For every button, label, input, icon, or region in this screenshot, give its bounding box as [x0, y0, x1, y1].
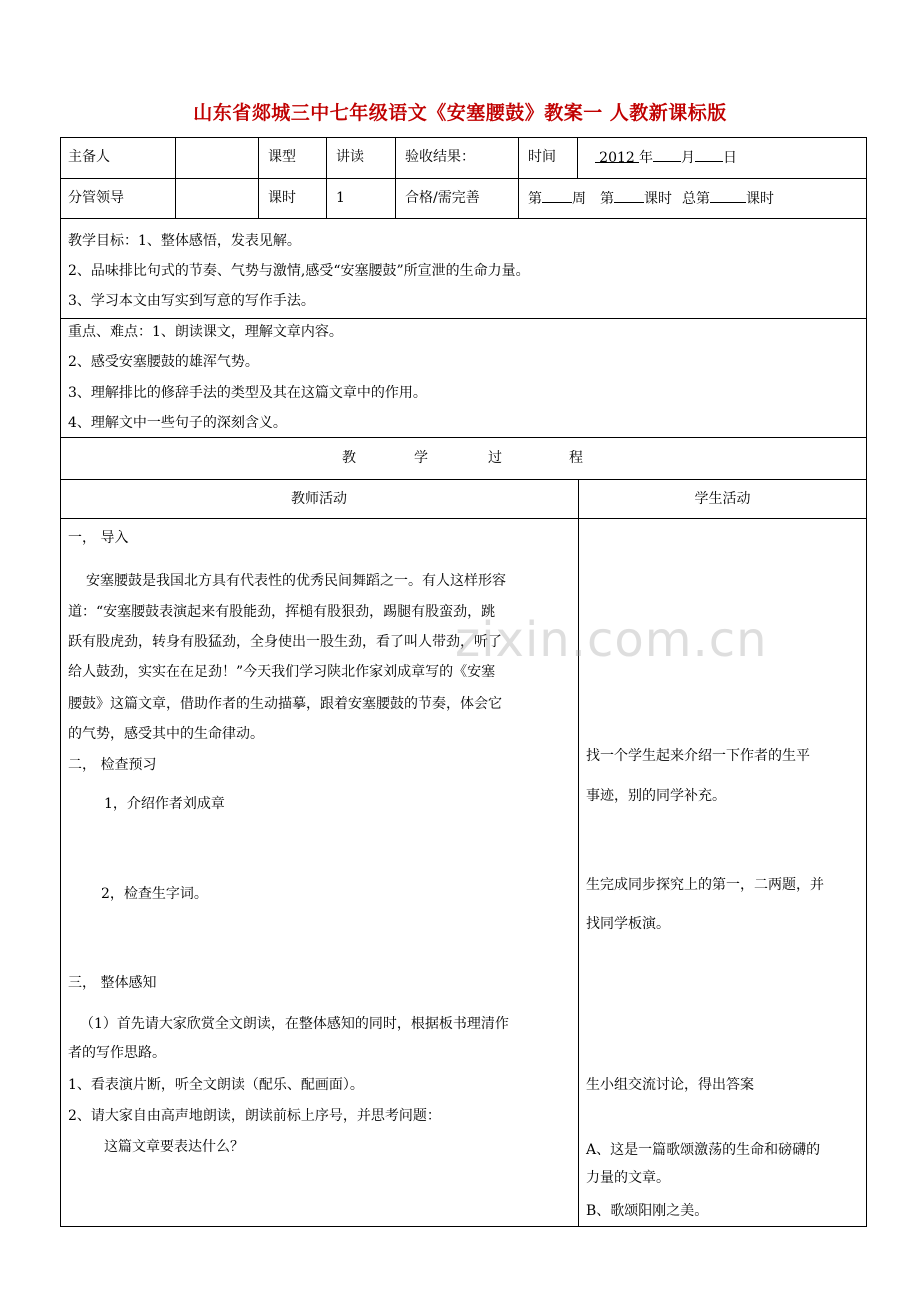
objective-line: 教学目标：1、整体感悟，发表见解。 — [68, 233, 301, 249]
student-activity-line: 找一个学生起来介绍一下作者的生平 — [586, 748, 810, 764]
student-activity-line: 力量的文章。 — [586, 1170, 670, 1186]
table-rule — [60, 437, 867, 438]
paragraph-line: 跃有股虎劲，转身有股猛劲，全身使出一股生劲，看了叫人带劲，听了 — [68, 634, 502, 650]
keypoint-line: 4、理解文中一些句子的深刻含义。 — [68, 415, 287, 431]
objective-line: 3、学习本文由写实到写意的写作手法。 — [68, 293, 315, 309]
schedule-field — [528, 188, 774, 209]
schedule-total: 总第 — [682, 191, 710, 207]
table-rule — [395, 137, 396, 218]
label-time: 时间 — [528, 149, 556, 165]
paragraph-line: 道：“安塞腰鼓表演起来有股能劲，挥槌有股狠劲，踢腿有股蛮劲，跳 — [68, 604, 496, 620]
section-heading: 一， 导入 — [68, 530, 129, 546]
acceptance-options: 合格/需完善 — [405, 190, 480, 206]
table-rule — [60, 178, 867, 179]
class-hours-value: 1 — [336, 190, 345, 206]
table-rule — [326, 137, 327, 218]
table-rule — [60, 479, 867, 480]
watermark: zixin.com.cn — [455, 612, 768, 668]
paragraph-line: 的气势，感受其中的生命律动。 — [68, 726, 264, 742]
table-rule — [60, 518, 867, 519]
schedule-di2: 第 — [600, 191, 614, 207]
list-item: 1，介绍作者刘成章 — [104, 796, 225, 812]
date-month-unit: 月 — [681, 150, 695, 166]
date-field — [595, 147, 737, 168]
student-activity-line: 生小组交流讨论，得出答案 — [586, 1077, 754, 1093]
table-rule — [577, 137, 578, 178]
label-class-hours: 课时 — [268, 190, 296, 206]
paragraph-line: 腰鼓》这篇文章，借助作者的生动描摹，跟着安塞腰鼓的节奏，体会它 — [68, 696, 502, 712]
column-header-teacher: 教师活动 — [291, 491, 347, 507]
table-rule — [578, 479, 579, 1227]
student-activity-line: A、这是一篇歌颂激荡的生命和磅礴的 — [586, 1142, 821, 1158]
list-item: 2，检查生字词。 — [101, 886, 208, 902]
column-header-student: 学生活动 — [694, 491, 751, 507]
keypoint-line: 3、理解排比的修辞手法的类型及其在这篇文章中的作用。 — [68, 385, 427, 401]
paragraph-line: 给人鼓劲，实实在在足劲！”今天我们学习陕北作家刘成章写的《安塞 — [68, 664, 496, 680]
keypoint-line: 重点、难点：1、朗读课文，理解文章内容。 — [68, 324, 343, 340]
process-heading-char: 教 — [342, 450, 356, 466]
document-title: 山东省郯城三中七年级语文《安塞腰鼓》教案一 人教新课标版 — [193, 102, 727, 124]
label-lesson-type: 课型 — [268, 149, 296, 165]
label-supervisor: 分管领导 — [68, 190, 124, 206]
student-activity-line: B、歌颂阳刚之美。 — [586, 1203, 709, 1219]
label-zhubeiren: 主备人 — [68, 149, 110, 165]
table-rule — [60, 218, 867, 219]
list-item: 1、看表演片断，听全文朗读（配乐、配画面）。 — [68, 1077, 364, 1093]
section-heading: 三， 整体感知 — [68, 975, 157, 991]
paragraph-line: （1）首先请大家欣赏全文朗读，在整体感知的同时，根据板书理清作 — [80, 1016, 509, 1032]
schedule-period: 课时 — [644, 191, 672, 207]
objective-line: 2、品味排比句式的节奏、气势与激情,感受“安塞腰鼓”所宣泄的生命力量。 — [68, 263, 530, 279]
date-year-unit: 年 — [639, 150, 653, 166]
student-activity-line: 事迹，别的同学补充。 — [586, 788, 726, 804]
label-acceptance: 验收结果： — [405, 149, 475, 165]
lesson-type-value: 讲读 — [336, 149, 364, 165]
process-heading-char: 程 — [569, 450, 583, 466]
date-day-unit: 日 — [723, 150, 737, 166]
schedule-di: 第 — [528, 191, 542, 207]
list-item: 2、请大家自由高声地朗读，朗读前标上序号，并思考问题： — [68, 1108, 441, 1124]
section-heading: 二， 检查预习 — [68, 757, 157, 773]
process-heading-char: 学 — [414, 450, 428, 466]
paragraph-line: 安塞腰鼓是我国北方具有代表性的优秀民间舞蹈之一。有人这样形容 — [86, 573, 506, 589]
schedule-week: 周 — [572, 191, 586, 207]
keypoint-line: 2、感受安塞腰鼓的雄浑气势。 — [68, 354, 259, 370]
table-rule — [518, 137, 519, 218]
question: 这篇文章要表达什么？ — [104, 1139, 244, 1155]
student-activity-line: 找同学板演。 — [586, 916, 670, 932]
schedule-total-period: 课时 — [746, 191, 774, 207]
student-activity-line: 生完成同步探究上的第一，二两题，并 — [586, 877, 824, 893]
table-rule — [258, 137, 259, 218]
paragraph-line: 者的写作思路。 — [68, 1045, 166, 1061]
table-rule — [175, 137, 176, 218]
date-year: 2012 — [599, 150, 635, 166]
table-rule — [60, 318, 867, 319]
process-heading-char: 过 — [488, 450, 502, 466]
